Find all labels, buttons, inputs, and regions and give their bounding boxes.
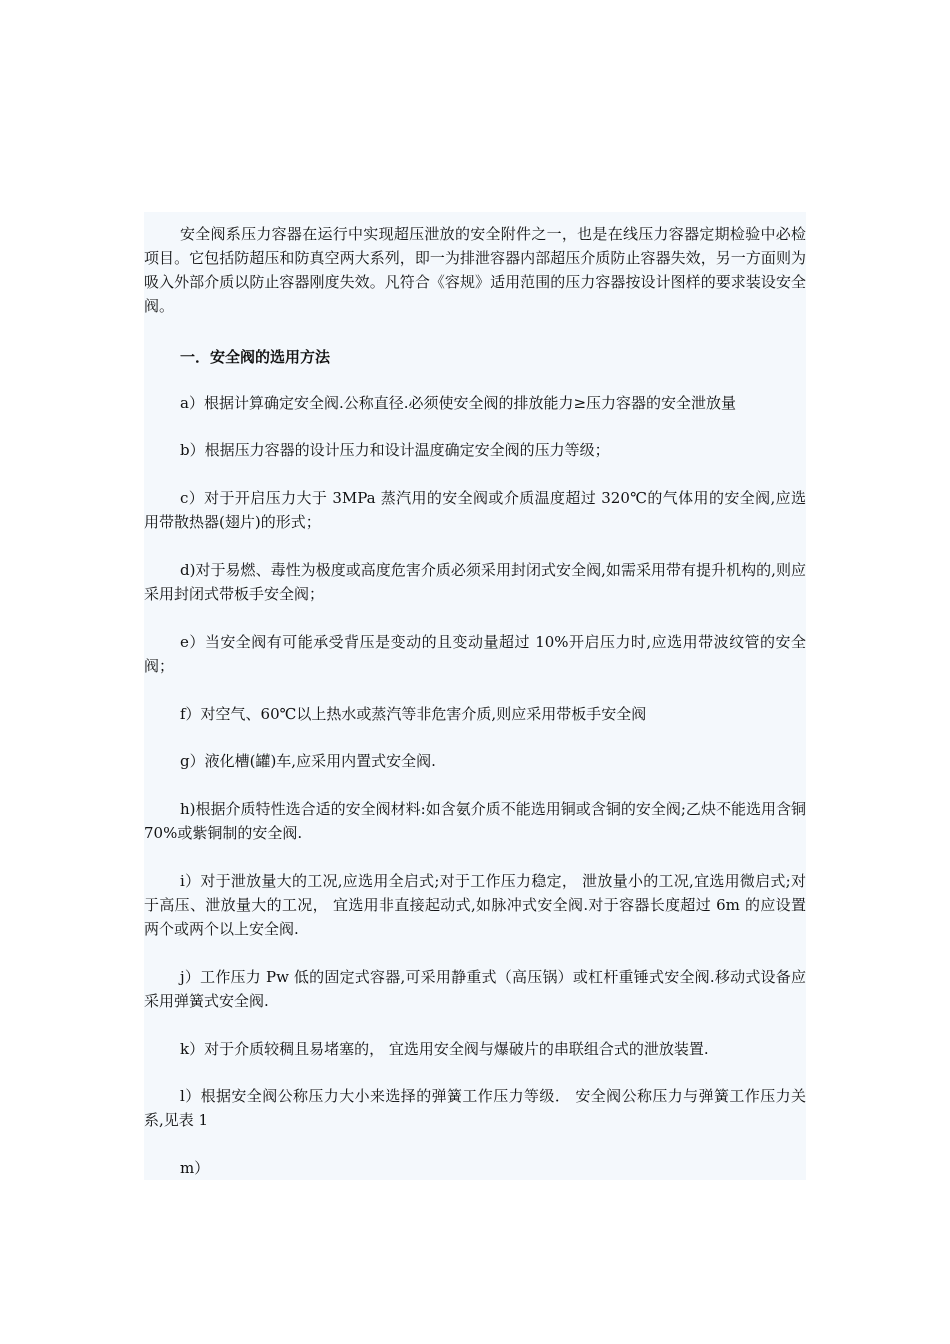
list-item-g: g）液化槽(罐)车,应采用内置式安全阀. bbox=[180, 752, 436, 770]
intro-paragraph: 安全阀系压力容器在运行中实现超压泄放的安全附件之一，也是在线压力容器定期检验中必检项目。它包括防超压和防真空两大系列，即一为排泄容器内部超压介质防止容器失效，另一方面则为吸入外部介质以防止容器刚度失效。凡符合《容规》适用范围的压力容器按设计图样的要求装设安全阀。 bbox=[144, 225, 806, 315]
list-item-e: e）当安全阀有可能承受背压是变动的且变动量超过 10%开启压力时,应选用带波纹管的安全阀； bbox=[144, 633, 806, 675]
list-item-m: m） bbox=[180, 1159, 210, 1177]
list-item-i: i）对于泄放量大的工况,应选用全启式;对于工作压力稳定， 泄放量小的工况,宜选用微启式;对于高压、泄放量大的工况， 宜选用非直接起动式,如脉冲式安全阀.对于容器长度超过 6m 的应设置两个或两个以上安全阀. bbox=[144, 872, 806, 938]
article-body bbox=[144, 212, 806, 1180]
list-item-a: a）根据计算确定安全阀.公称直径.必须使安全阀的排放能力≥压力容器的安全泄放量 bbox=[180, 394, 737, 412]
list-item-l: l）根据安全阀公称压力大小来选择的弹簧工作压力等级． 安全阀公称压力与弹簧工作压力关系,见表 1 bbox=[144, 1087, 806, 1129]
list-item-k: k）对于介质较稠且易堵塞的， 宜选用安全阀与爆破片的串联组合式的泄放装置. bbox=[180, 1040, 709, 1058]
list-item-j: j）工作压力 Pw 低的固定式容器,可采用静重式（高压锅）或杠杆重锤式安全阀.移动式设备应采用弹簧式安全阀. bbox=[144, 968, 806, 1010]
list-item-c: c）对于开启压力大于 3MPa 蒸汽用的安全阀或介质温度超过 320℃的气体用的安全阀,应选用带散热器(翅片)的形式； bbox=[144, 489, 806, 531]
list-item-b: b）根据压力容器的设计压力和设计温度确定安全阀的压力等级； bbox=[180, 441, 610, 459]
section-heading: 一．安全阀的选用方法 bbox=[180, 348, 331, 366]
list-item-h: h)根据介质特性选合适的安全阀材料:如含氨介质不能选用铜或含铜的安全阀;乙炔不能选用含铜 70%或紫铜制的安全阀. bbox=[144, 800, 806, 842]
list-item-d: d)对于易燃、毒性为极度或高度危害介质必须采用封闭式安全阀,如需采用带有提升机构的,则应采用封闭式带板手安全阀； bbox=[144, 561, 806, 603]
list-item-f: f）对空气、60℃以上热水或蒸汽等非危害介质,则应采用带板手安全阀 bbox=[180, 705, 647, 723]
